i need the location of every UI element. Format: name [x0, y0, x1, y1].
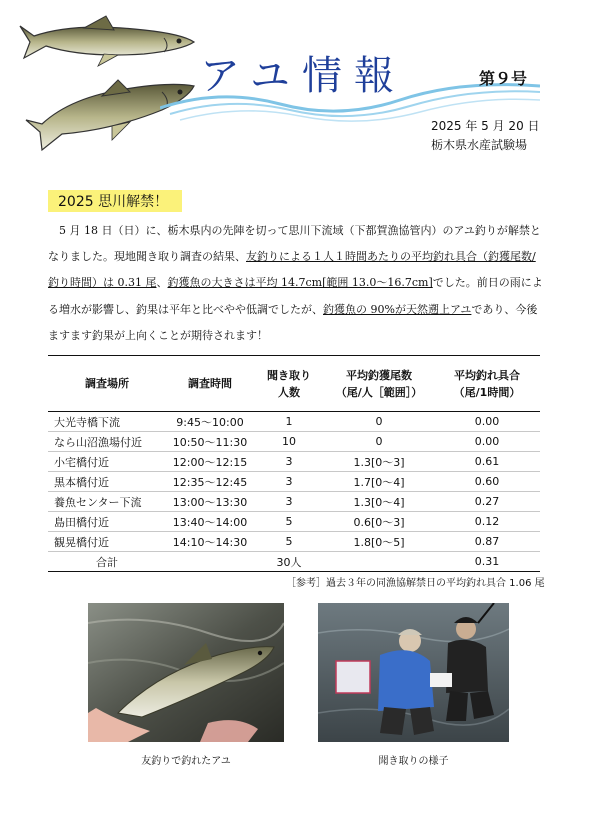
table-cell: 12:35～12:45 [166, 472, 254, 492]
table-cell: 0.6[0～3] [324, 512, 434, 532]
survey-results-table [48, 355, 540, 572]
table-cell: 0.31 [434, 552, 540, 572]
table-cell: 3 [254, 452, 324, 472]
table-row [48, 432, 540, 452]
photo-caption-fish: 友釣りで釣れたアユ [141, 756, 231, 767]
intro-text: であり、今後ますます釣果が上向くことが期待されます！ [48, 302, 538, 342]
table-total-row [48, 552, 540, 572]
table-cell: 調査場所 [48, 356, 166, 412]
section-heading: 2025 思川解禁！ [48, 190, 182, 212]
table-cell: 3 [254, 472, 324, 492]
table-cell: 合計 [48, 552, 166, 572]
table-cell: 1.3[0～3] [324, 452, 434, 472]
table-cell: 9:45～10:00 [166, 412, 254, 432]
intro-paragraph [48, 218, 544, 349]
table-cell: 島田橋付近 [48, 512, 166, 532]
table-cell: 養魚センター下流 [48, 492, 166, 512]
table-cell: 1.7[0～4] [324, 472, 434, 492]
table-cell: 0.00 [434, 412, 540, 432]
table-cell: 0.27 [434, 492, 540, 512]
table-cell: 調査時間 [166, 356, 254, 412]
table-cell: 1.3[0～4] [324, 492, 434, 512]
table-cell [324, 552, 434, 572]
table-cell: 大光寺橋下流 [48, 412, 166, 432]
table-cell: 0 [324, 432, 434, 452]
table-header-row [48, 356, 540, 412]
table-cell: 平均釣れ具合 （尾/1時間） [434, 356, 540, 412]
table-cell: 平均釣獲尾数 （尾/人［範囲］） [324, 356, 434, 412]
table-cell: 黒本橋付近 [48, 472, 166, 492]
table-cell: なら山沼漁場付近 [48, 432, 166, 452]
table-row [48, 512, 540, 532]
table-row [48, 532, 540, 552]
table-cell: 観晃橋付近 [48, 532, 166, 552]
table-cell: 13:00～13:30 [166, 492, 254, 512]
fish-top-icon [20, 16, 194, 66]
table-cell: 0.00 [434, 432, 540, 452]
table-cell: 0 [324, 412, 434, 432]
table-cell: 5 [254, 512, 324, 532]
publish-date: 2025 年 5 月 20 日 [431, 119, 540, 133]
table-row [48, 412, 540, 432]
table-cell: 0.60 [434, 472, 540, 492]
table-cell: 0.61 [434, 452, 540, 472]
table-cell: 1.8[0～5] [324, 532, 434, 552]
table-cell: 3 [254, 492, 324, 512]
table-cell: 30人 [254, 552, 324, 572]
table-cell: 14:10～14:30 [166, 532, 254, 552]
issue-number: 第９号 [479, 69, 528, 88]
ayu-caught-photo [88, 603, 284, 742]
intro-fish-size: 釣獲魚の大きさは平均 14.7cm[範囲 13.0～16.7cm] [167, 276, 433, 290]
table-cell: 5 [254, 532, 324, 552]
table-cell: 13:40～14:00 [166, 512, 254, 532]
interview-photo [318, 603, 509, 742]
intro-catch-rate: 友釣りによる１人１時間あたりの平均釣れ具合（釣獲尾数/釣り時間）は 0.31 尾 [48, 250, 536, 290]
publisher-org: 栃木県水産試験場 [431, 138, 528, 152]
table-cell: 10:50～11:30 [166, 432, 254, 452]
table-cell: 0.87 [434, 532, 540, 552]
newsletter-title: アユ情報 [200, 53, 406, 99]
reference-note: ［参考］過去３年の同漁協解禁日の平均釣れ具合 1.06 尾 [286, 578, 545, 589]
intro-text: 、 [156, 276, 168, 290]
table-cell: 聞き取り 人数 [254, 356, 324, 412]
photo-caption-interview: 聞き取りの様子 [378, 756, 449, 767]
table-cell: 0.12 [434, 512, 540, 532]
intro-text: でした。前日の雨による増水が影響し、釣果は平年と比べやや低調でしたが、 [48, 276, 543, 316]
table-row [48, 452, 540, 472]
table-cell: 12:00～12:15 [166, 452, 254, 472]
table-row [48, 492, 540, 512]
table-row [48, 472, 540, 492]
intro-wild-ratio: 釣獲魚の 90%が天然遡上アユ [323, 302, 472, 316]
table-cell: 小宅橋付近 [48, 452, 166, 472]
intro-text: 5 月 18 日（日）に、栃木県内の先陣を切って思川下流域（下都賀漁協管内）のアユ釣りが解禁となりました。現地聞き取り調査の結果、 [48, 224, 541, 264]
table-cell [166, 552, 254, 572]
table-cell: 1 [254, 412, 324, 432]
table-cell: 10 [254, 432, 324, 452]
